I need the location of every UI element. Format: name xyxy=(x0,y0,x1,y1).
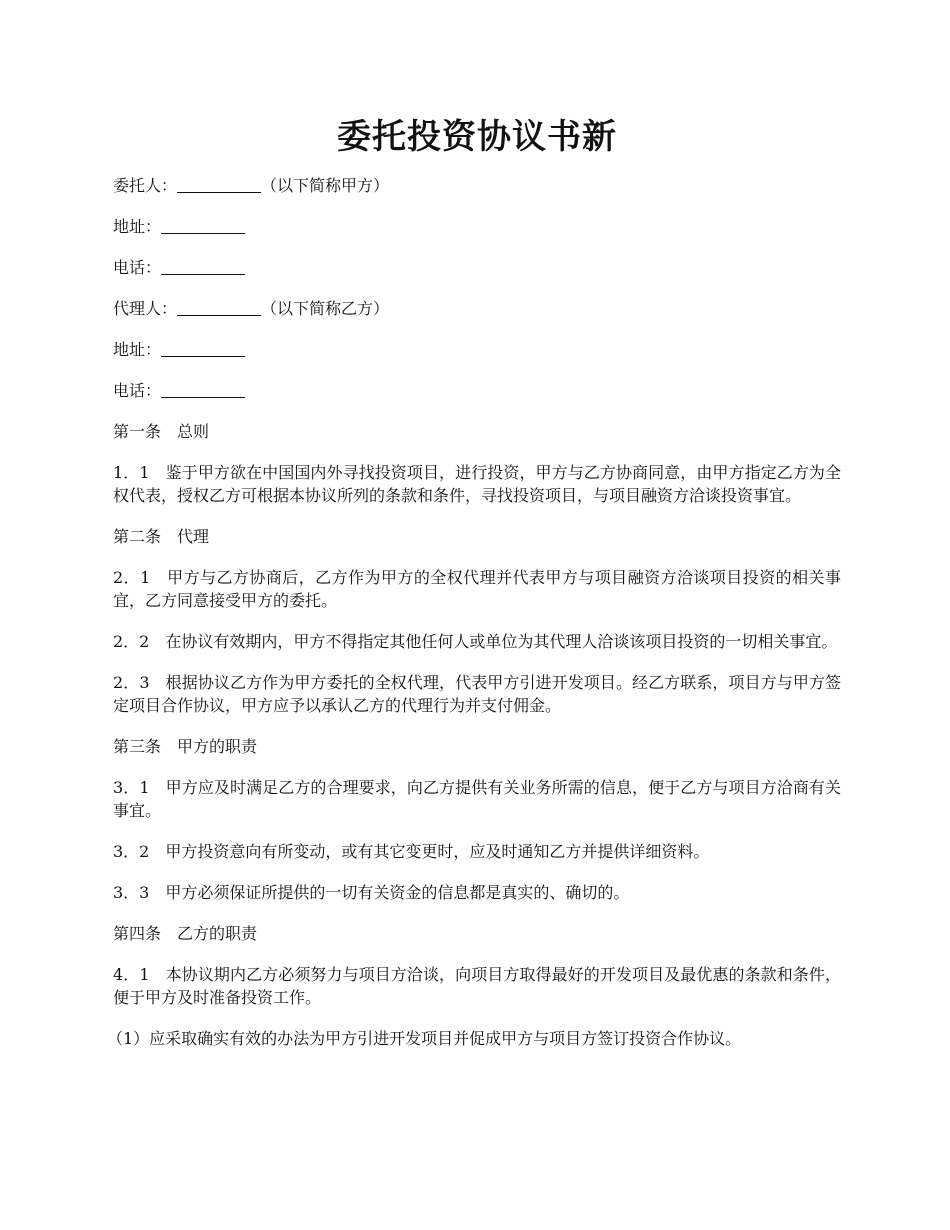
principal-address-line xyxy=(113,215,841,238)
principal-blank xyxy=(177,176,261,193)
principal-phone-label: 电话： xyxy=(113,258,162,277)
section-heading: 第一条 总则 xyxy=(113,422,210,441)
principal-label: 委托人： xyxy=(113,176,178,195)
principal-phone-blank xyxy=(161,258,245,275)
agent-address-blank xyxy=(161,340,245,357)
clause-paragraph: 2．2 在协议有效期内，甲方不得指定其他任何人或单位为其代理人洽谈该项目投资的一切相关事宜。 xyxy=(113,632,838,651)
clause-paragraph: （1）应采取确实有效的办法为甲方引进开发项目并促成甲方与项目方签订投资合作协议。 xyxy=(107,1029,742,1048)
agent-note: （以下简称乙方） xyxy=(261,299,390,318)
section-heading: 第三条 甲方的职责 xyxy=(113,737,258,756)
principal-phone-line xyxy=(113,256,841,279)
document-title: 委托投资协议书新 xyxy=(337,117,617,157)
clause-paragraph: 2．3 根据协议乙方作为甲方委托的全权代理，代表甲方引进开发项目。经乙方联系，项目方与甲方签定项目合作协议，甲方应予以承认乙方的代理行为并支付佣金。 xyxy=(113,673,841,715)
principal-address-blank xyxy=(161,217,245,234)
agent-phone-line xyxy=(113,379,841,402)
principal-line xyxy=(113,174,841,197)
section-heading: 第四条 乙方的职责 xyxy=(113,924,258,943)
clause-paragraph: 4．1 本协议期内乙方必须努力与项目方洽谈，向项目方取得最好的开发项目及最优惠的条款和条件，便于甲方及时准备投资工作。 xyxy=(113,965,841,1007)
principal-address-label: 地址： xyxy=(113,217,162,236)
clause-paragraph: 1．1 鉴于甲方欲在中国国内外寻找投资项目，进行投资，甲方与乙方协商同意，由甲方指定乙方为全权代表，授权乙方可根据本协议所列的条款和条件，寻找投资项目，与项目融资方洽谈投资事宜。 xyxy=(113,463,841,505)
agent-line xyxy=(113,297,841,320)
clause-paragraph: 2．1 甲方与乙方协商后，乙方作为甲方的全权代理并代表甲方与项目融资方洽谈项目投资的相关事宜，乙方同意接受甲方的委托。 xyxy=(113,568,841,610)
agent-address-label: 地址： xyxy=(113,340,162,359)
document-body xyxy=(107,174,841,1068)
agent-label: 代理人： xyxy=(113,299,178,318)
agent-blank xyxy=(177,299,261,316)
agent-phone-label: 电话： xyxy=(113,381,162,400)
agent-phone-blank xyxy=(161,381,245,398)
principal-note: （以下简称甲方） xyxy=(261,176,390,195)
clause-paragraph: 3．3 甲方必须保证所提供的一切有关资金的信息都是真实的、确切的。 xyxy=(113,883,630,902)
section-heading: 第二条 代理 xyxy=(113,527,210,546)
clause-paragraph: 3．2 甲方投资意向有所变动，或有其它变更时，应及时通知乙方并提供详细资料。 xyxy=(113,842,710,861)
clause-paragraph: 3．1 甲方应及时满足乙方的合理要求，向乙方提供有关业务所需的信息，便于乙方与项目方洽商有关事宜。 xyxy=(113,778,841,820)
agent-address-line xyxy=(113,338,841,361)
